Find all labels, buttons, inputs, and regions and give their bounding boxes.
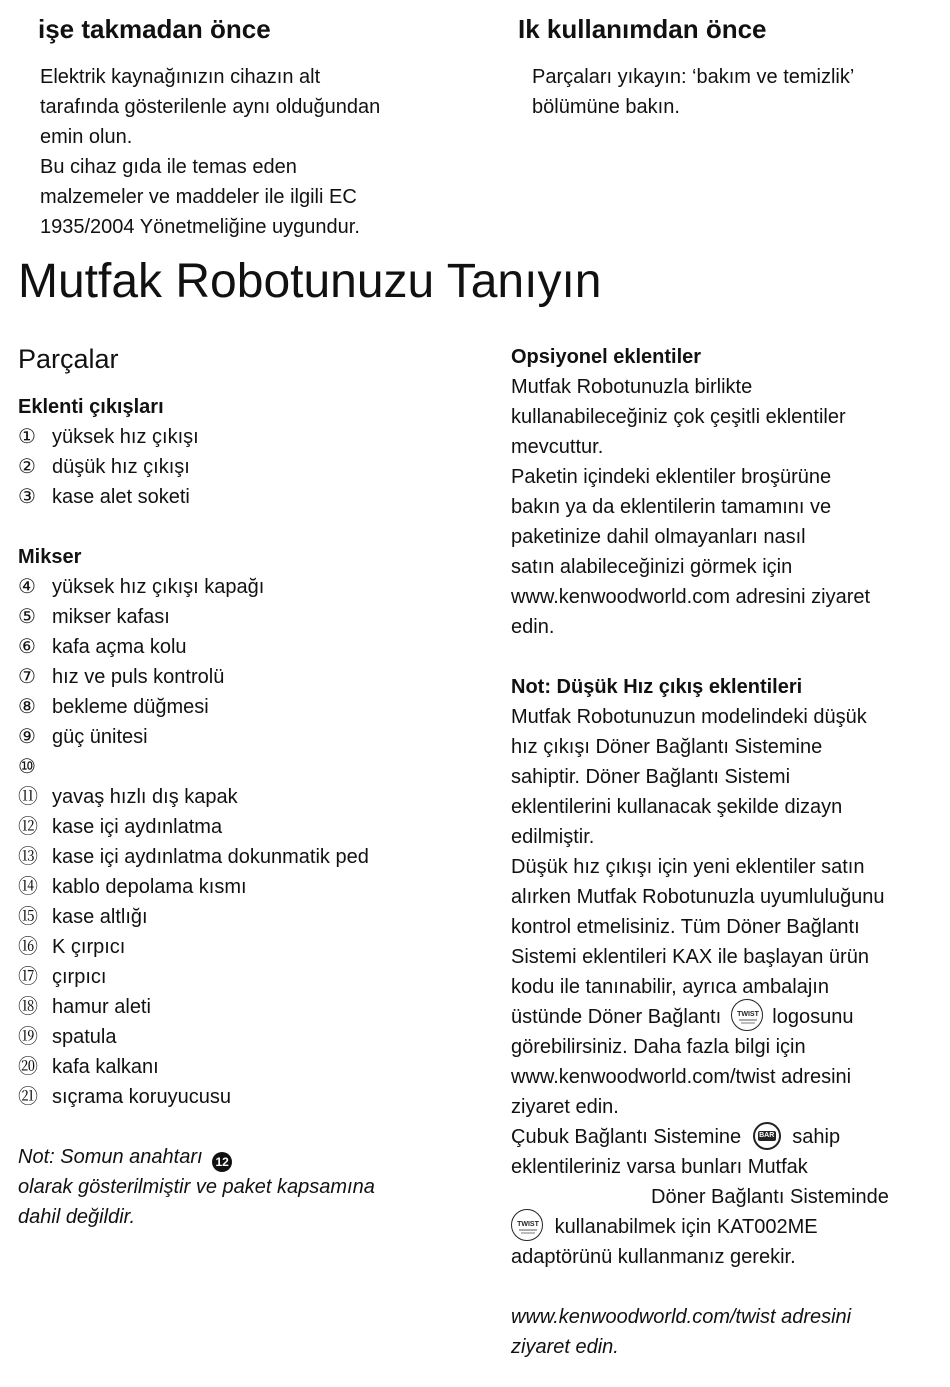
optional-heading: Opsiyonel eklentiler — [511, 346, 702, 368]
text-part: logosunu — [772, 1006, 854, 1028]
mixer-heading: Mikser — [18, 546, 82, 568]
text-line: edin. — [511, 616, 555, 638]
text-line: tarafında gösterilenle aynı olduğundan — [40, 96, 381, 118]
part-number: ⑯ — [18, 936, 38, 958]
part-list-item — [18, 632, 478, 662]
text-part: üstünde Döner Bağlantı — [511, 1006, 722, 1028]
text-line: satın alabileceğinizi görmek için — [511, 556, 793, 578]
text-line: 1935/2004 Yönetmeliğine uygundur. — [40, 216, 360, 238]
text-line: Bu cihaz gıda ile temas eden — [40, 156, 297, 178]
twist-logo-text: TWIST — [517, 1220, 539, 1228]
text-line: sahiptir. Döner Bağlantı Sistemi — [511, 766, 791, 788]
part-label: kase içi aydınlatma — [52, 816, 223, 838]
text-part: Çubuk Bağlantı Sistemine — [511, 1126, 742, 1148]
text-line: kontrol etmelisiniz. Tüm Döner Bağlantı — [511, 916, 860, 938]
text-line: www.kenwoodworld.com adresini ziyaret — [511, 586, 871, 608]
text-line: Döner Bağlantı Sisteminde — [651, 1186, 889, 1208]
part-list-item — [18, 422, 478, 452]
part-label: hamur aleti — [52, 996, 151, 1018]
part-list-item — [18, 962, 478, 992]
outlets-list — [18, 422, 478, 512]
note-line: olarak gösterilmiştir ve paket kapsamına — [18, 1176, 375, 1198]
part-label: K çırpıcı — [52, 936, 126, 958]
text-line: paketinize dahil olmayanları nasıl — [511, 526, 806, 548]
part-number: ⑪ — [18, 786, 38, 808]
text-line: adaptörünü kullanmanız gerekir. — [511, 1246, 796, 1268]
part-label: yavaş hızlı dış kapak — [52, 786, 238, 808]
right-column — [511, 342, 941, 1362]
part-label: bekleme düğmesi — [52, 696, 209, 718]
part-number: ⑥ — [18, 636, 36, 658]
part-list-item — [18, 1052, 478, 1082]
part-list-item — [18, 932, 478, 962]
low-speed-heading: Not: Düşük Hız çıkış eklentileri — [511, 676, 803, 698]
parts-heading: Parçalar — [18, 344, 119, 374]
part-label: kase altlığı — [52, 906, 148, 928]
part-number: ⑮ — [18, 906, 38, 928]
part-number: ⑤ — [18, 606, 36, 628]
text-line: bakın ya da eklentilerin tamamını ve — [511, 496, 832, 518]
bar-connection-logo-icon — [753, 1122, 781, 1150]
part-number: ① — [18, 426, 36, 448]
part-list-item — [18, 812, 478, 842]
part-list-item — [18, 992, 478, 1022]
text-line: Parçaları yıkayın: ‘bakım ve temizlik’ — [532, 66, 855, 88]
part-number: ⑭ — [18, 876, 38, 898]
part-number: ③ — [18, 486, 36, 508]
text-line: emin olun. — [40, 126, 133, 148]
part-number: ⑧ — [18, 696, 36, 718]
text-line: www.kenwoodworld.com/twist adresini — [511, 1066, 852, 1088]
part-list-item — [18, 842, 478, 872]
note-line: dahil değildir. — [18, 1206, 136, 1228]
part-label: kase alet soketi — [52, 486, 190, 508]
text-line-with-logo — [511, 1002, 941, 1032]
twist-link: www.kenwoodworld.com/twist adresini — [511, 1306, 852, 1328]
text-line: Sistemi eklentileri KAX ile başlayan ürün — [511, 946, 869, 968]
before-first-use-heading: Ik kullanımdan önce — [518, 14, 767, 44]
part-label: sıçrama koruyucusu — [52, 1086, 231, 1108]
part-label: çırpıcı — [52, 966, 107, 988]
text-line: kullanabileceğiniz çok çeşitli eklentiler — [511, 406, 846, 428]
parts-note — [18, 1142, 478, 1232]
part-label: mikser kafası — [52, 606, 170, 628]
text-line: Elektrik kaynağınızın cihazın alt — [40, 66, 321, 88]
part-number: ④ — [18, 576, 36, 598]
part-label: hız ve puls kontrolü — [52, 666, 225, 688]
part-number: ⑲ — [18, 1026, 38, 1048]
part-number: ⑬ — [18, 846, 38, 868]
part-list-item — [18, 572, 478, 602]
number-badge: 12 — [212, 1152, 232, 1172]
part-number: ⑱ — [18, 996, 38, 1018]
twist-connection-logo-icon — [731, 999, 763, 1031]
part-number: ⑦ — [18, 666, 36, 688]
part-list-item — [18, 872, 478, 902]
part-list-item — [18, 692, 478, 722]
part-number: ㉑ — [18, 1086, 38, 1108]
part-label: kablo depolama kısmı — [52, 876, 247, 898]
part-list-item — [18, 782, 478, 812]
before-plug-text — [40, 62, 380, 242]
before-first-use-text — [532, 62, 854, 122]
text-line: eklentileriniz varsa bunları Mutfak — [511, 1156, 808, 1178]
page-title: Mutfak Robotunuzu Tanıyın — [18, 255, 602, 308]
text-line-with-logo — [511, 1122, 941, 1152]
text-line-with-logo — [511, 1212, 941, 1242]
part-list-item — [18, 722, 478, 752]
part-list-item — [18, 1082, 478, 1112]
part-label: kafa açma kolu — [52, 636, 187, 658]
part-label: yüksek hız çıkışı — [52, 426, 199, 448]
text-line: Düşük hız çıkışı için yeni eklentiler satın — [511, 856, 865, 878]
part-number: ⑰ — [18, 966, 38, 988]
text-part: sahip — [792, 1126, 841, 1148]
part-list-item — [18, 752, 478, 782]
text-line: Mutfak Robotunuzun modelindeki düşük — [511, 706, 867, 728]
part-number: ⑨ — [18, 726, 36, 748]
part-number: ⑫ — [18, 816, 38, 838]
note-text: Not: Somun anahtarı — [18, 1146, 203, 1168]
part-label: kafa kalkanı — [52, 1056, 159, 1078]
text-line: kodu ile tanınabilir, ayrıca ambalajın — [511, 976, 829, 998]
part-label: güç ünitesi — [52, 726, 148, 748]
part-label: yüksek hız çıkışı kapağı — [52, 576, 265, 598]
part-list-item — [18, 482, 478, 512]
part-number: ② — [18, 456, 36, 478]
text-line: hız çıkışı Döner Bağlantı Sistemine — [511, 736, 823, 758]
part-number: ⑩ — [18, 756, 36, 778]
part-list-item — [18, 1022, 478, 1052]
text-line: ziyaret edin. — [511, 1096, 619, 1118]
text-line: Mutfak Robotunuzla birlikte — [511, 376, 753, 398]
text-line: malzemeler ve maddeler ile ilgili EC — [40, 186, 357, 208]
before-plug-heading: işe takmadan önce — [38, 14, 271, 44]
text-line: bölümüne bakın. — [532, 96, 680, 118]
text-line: edilmiştir. — [511, 826, 595, 848]
part-list-item — [18, 452, 478, 482]
parts-list — [18, 392, 478, 1232]
part-list-item — [18, 902, 478, 932]
bar-logo-text: BAR — [759, 1131, 775, 1139]
text-part: kullanabilmek için KAT002ME — [554, 1216, 818, 1238]
text-line: eklentilerini kullanacak şekilde dizayn — [511, 796, 843, 818]
part-number: ⑳ — [18, 1056, 38, 1078]
text-line: alırken Mutfak Robotunuzla uyumluluğunu — [511, 886, 885, 908]
twist-connection-logo-icon — [511, 1209, 543, 1241]
text-line: görebilirsiniz. Daha fazla bilgi için — [511, 1036, 806, 1058]
part-label: düşük hız çıkışı — [52, 456, 190, 478]
part-label: kase içi aydınlatma dokunmatik ped — [52, 846, 369, 868]
part-list-item — [18, 662, 478, 692]
outlets-heading: Eklenti çıkışları — [18, 396, 164, 418]
part-list-item — [18, 602, 478, 632]
part-label: spatula — [52, 1026, 117, 1048]
twist-logo-text: TWIST — [736, 1010, 759, 1018]
mixer-list — [18, 572, 478, 1112]
twist-link: ziyaret edin. — [511, 1336, 619, 1358]
note-line — [18, 1142, 478, 1172]
text-line: Paketin içindeki eklentiler broşürüne — [511, 466, 832, 488]
text-line: mevcuttur. — [511, 436, 604, 458]
